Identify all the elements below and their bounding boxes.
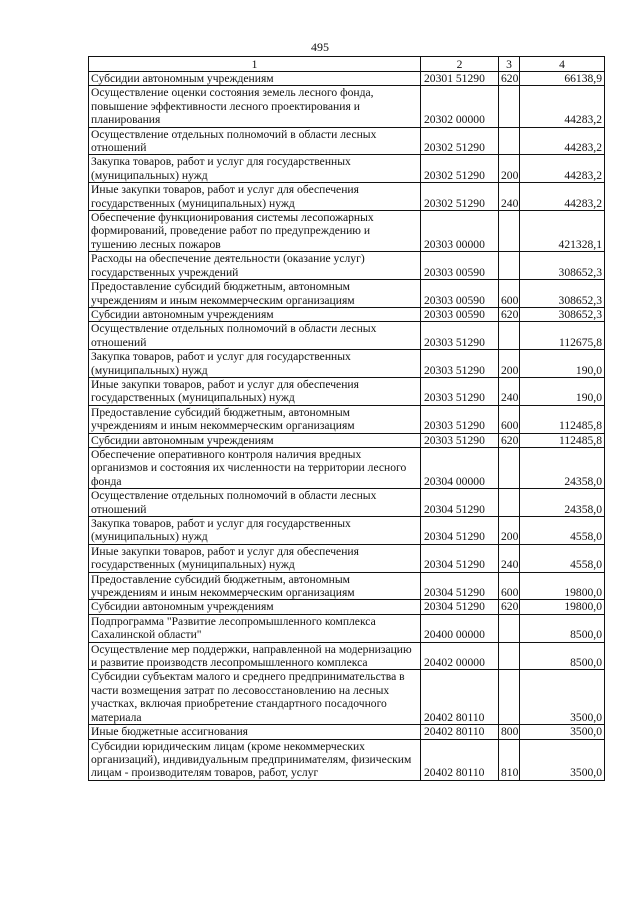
table-row (89, 405, 605, 433)
cell-amount: 19800,0 (520, 600, 605, 614)
cell-description: Предоставление субсидий бюджетным, автономным учреждениям и иным некоммерческим организациям (89, 405, 421, 433)
cell-amount: 421328,1 (520, 211, 605, 252)
cell-code: 20302 51290 (421, 155, 499, 183)
cell-amount: 8500,0 (520, 642, 605, 670)
cell-type (499, 642, 520, 670)
table-row (89, 307, 605, 321)
cell-code: 20303 00590 (421, 280, 499, 308)
cell-code: 20303 51290 (421, 405, 499, 433)
cell-code: 20303 00590 (421, 252, 499, 280)
table-row (89, 642, 605, 670)
cell-amount: 8500,0 (520, 614, 605, 642)
cell-type (499, 127, 520, 155)
cell-code: 20304 51290 (421, 517, 499, 545)
cell-type: 620 (499, 433, 520, 447)
cell-amount: 112485,8 (520, 433, 605, 447)
cell-amount: 44283,2 (520, 155, 605, 183)
cell-type (499, 252, 520, 280)
cell-amount: 19800,0 (520, 572, 605, 600)
table-header-row (89, 57, 605, 72)
cell-code: 20301 51290 (421, 72, 499, 86)
table-body (89, 72, 605, 781)
cell-code: 20303 51290 (421, 350, 499, 378)
cell-code: 20302 51290 (421, 183, 499, 211)
table-row (89, 614, 605, 642)
page-number: 495 (311, 40, 329, 54)
table-row (89, 600, 605, 614)
cell-code: 20402 00000 (421, 642, 499, 670)
table-row (89, 183, 605, 211)
cell-description: Обеспечение оперативного контроля наличия вредных организмов и состояния их численности на территории лесного фонда (89, 447, 421, 488)
table-row (89, 350, 605, 378)
table-row (89, 377, 605, 405)
cell-amount: 4558,0 (520, 517, 605, 545)
cell-type: 200 (499, 155, 520, 183)
table-row (89, 433, 605, 447)
cell-code: 20402 80110 (421, 739, 499, 780)
cell-type (499, 489, 520, 517)
cell-amount: 44283,2 (520, 183, 605, 211)
cell-description: Осуществление оценки состояния земель лесного фонда, повышение эффективности лесного проектирования и планирования (89, 86, 421, 127)
cell-amount: 4558,0 (520, 544, 605, 572)
table-row (89, 725, 605, 739)
cell-code: 20302 51290 (421, 127, 499, 155)
cell-description: Расходы на обеспечение деятельности (оказание услуг) государственных учреждений (89, 252, 421, 280)
cell-type: 620 (499, 307, 520, 321)
cell-type (499, 614, 520, 642)
cell-type: 810 (499, 739, 520, 780)
table-row (89, 572, 605, 600)
table-row (89, 489, 605, 517)
cell-type: 240 (499, 544, 520, 572)
cell-description: Закупка товаров, работ и услуг для государственных (муниципальных) нужд (89, 155, 421, 183)
cell-amount: 190,0 (520, 377, 605, 405)
table-row (89, 544, 605, 572)
cell-code: 20402 80110 (421, 670, 499, 725)
cell-type: 600 (499, 405, 520, 433)
table-row (89, 252, 605, 280)
cell-description: Иные закупки товаров, работ и услуг для обеспечения государственных (муниципальных) нужд (89, 377, 421, 405)
cell-code: 20304 00000 (421, 447, 499, 488)
cell-type: 600 (499, 572, 520, 600)
cell-code: 20303 00000 (421, 211, 499, 252)
cell-amount: 190,0 (520, 350, 605, 378)
table-row (89, 86, 605, 127)
cell-description: Подпрограмма "Развитие лесопромышленного комплекса Сахалинской области" (89, 614, 421, 642)
table-row (89, 670, 605, 725)
cell-code: 20304 51290 (421, 572, 499, 600)
cell-type: 620 (499, 72, 520, 86)
cell-type: 240 (499, 377, 520, 405)
cell-code: 20303 51290 (421, 322, 499, 350)
cell-amount: 3500,0 (520, 670, 605, 725)
cell-code: 20303 51290 (421, 433, 499, 447)
cell-description: Осуществление отдельных полномочий в области лесных отношений (89, 322, 421, 350)
table-row (89, 322, 605, 350)
cell-code: 20304 51290 (421, 544, 499, 572)
cell-code: 20303 51290 (421, 377, 499, 405)
cell-amount: 112485,8 (520, 405, 605, 433)
cell-amount: 24358,0 (520, 489, 605, 517)
column-header-type: 3 (499, 57, 520, 72)
table-row (89, 280, 605, 308)
cell-amount: 3500,0 (520, 739, 605, 780)
cell-amount: 3500,0 (520, 725, 605, 739)
column-header-amount: 4 (520, 57, 605, 72)
cell-description: Иные закупки товаров, работ и услуг для обеспечения государственных (муниципальных) нужд (89, 183, 421, 211)
cell-type (499, 322, 520, 350)
cell-type: 800 (499, 725, 520, 739)
cell-amount: 112675,8 (520, 322, 605, 350)
cell-description: Закупка товаров, работ и услуг для государственных (муниципальных) нужд (89, 517, 421, 545)
budget-table (88, 56, 605, 781)
cell-code: 20304 51290 (421, 600, 499, 614)
cell-description: Предоставление субсидий бюджетным, автономным учреждениям и иным некоммерческим организациям (89, 572, 421, 600)
cell-type (499, 670, 520, 725)
cell-code: 20304 51290 (421, 489, 499, 517)
cell-description: Иные закупки товаров, работ и услуг для обеспечения государственных (муниципальных) нужд (89, 544, 421, 572)
cell-code: 20402 80110 (421, 725, 499, 739)
cell-description: Предоставление субсидий бюджетным, автономным учреждениям и иным некоммерческим организациям (89, 280, 421, 308)
cell-description: Осуществление отдельных полномочий в области лесных отношений (89, 489, 421, 517)
cell-type (499, 211, 520, 252)
column-header-description: 1 (89, 57, 421, 72)
cell-type (499, 447, 520, 488)
cell-description: Обеспечение функционирования системы лесопожарных формирований, проведение работ по предупреждению и тушению лесных пожаров (89, 211, 421, 252)
cell-amount: 308652,3 (520, 252, 605, 280)
table-row (89, 155, 605, 183)
cell-code: 20303 00590 (421, 307, 499, 321)
cell-type: 200 (499, 350, 520, 378)
cell-amount: 66138,9 (520, 72, 605, 86)
cell-amount: 44283,2 (520, 127, 605, 155)
cell-code: 20400 00000 (421, 614, 499, 642)
cell-description: Субсидии автономным учреждениям (89, 600, 421, 614)
table-row (89, 447, 605, 488)
table-row (89, 739, 605, 780)
cell-description: Субсидии юридическим лицам (кроме некоммерческих организаций), индивидуальным предпринимателям, физическим лицам - производителям товаров, работ, услуг (89, 739, 421, 780)
cell-description: Осуществление отдельных полномочий в области лесных отношений (89, 127, 421, 155)
cell-type: 600 (499, 280, 520, 308)
cell-type: 620 (499, 600, 520, 614)
cell-amount: 24358,0 (520, 447, 605, 488)
cell-description: Субсидии субъектам малого и среднего предпринимательства в части возмещения затрат по лесовосстановлению на лесных участках, включая приобретение стандартного посадочного материала (89, 670, 421, 725)
cell-type (499, 86, 520, 127)
cell-description: Осуществление мер поддержки, направленной на модернизацию и развитие производств лесопромышленного комплекса (89, 642, 421, 670)
cell-type: 240 (499, 183, 520, 211)
cell-amount: 44283,2 (520, 86, 605, 127)
table-row (89, 211, 605, 252)
cell-code: 20302 00000 (421, 86, 499, 127)
column-header-code: 2 (421, 57, 499, 72)
cell-amount: 308652,3 (520, 280, 605, 308)
cell-description: Субсидии автономным учреждениям (89, 433, 421, 447)
cell-description: Закупка товаров, работ и услуг для государственных (муниципальных) нужд (89, 350, 421, 378)
cell-amount: 308652,3 (520, 307, 605, 321)
cell-type: 200 (499, 517, 520, 545)
cell-description: Иные бюджетные ассигнования (89, 725, 421, 739)
table-row (89, 517, 605, 545)
table-row (89, 72, 605, 86)
table-row (89, 127, 605, 155)
cell-description: Субсидии автономным учреждениям (89, 72, 421, 86)
cell-description: Субсидии автономным учреждениям (89, 307, 421, 321)
